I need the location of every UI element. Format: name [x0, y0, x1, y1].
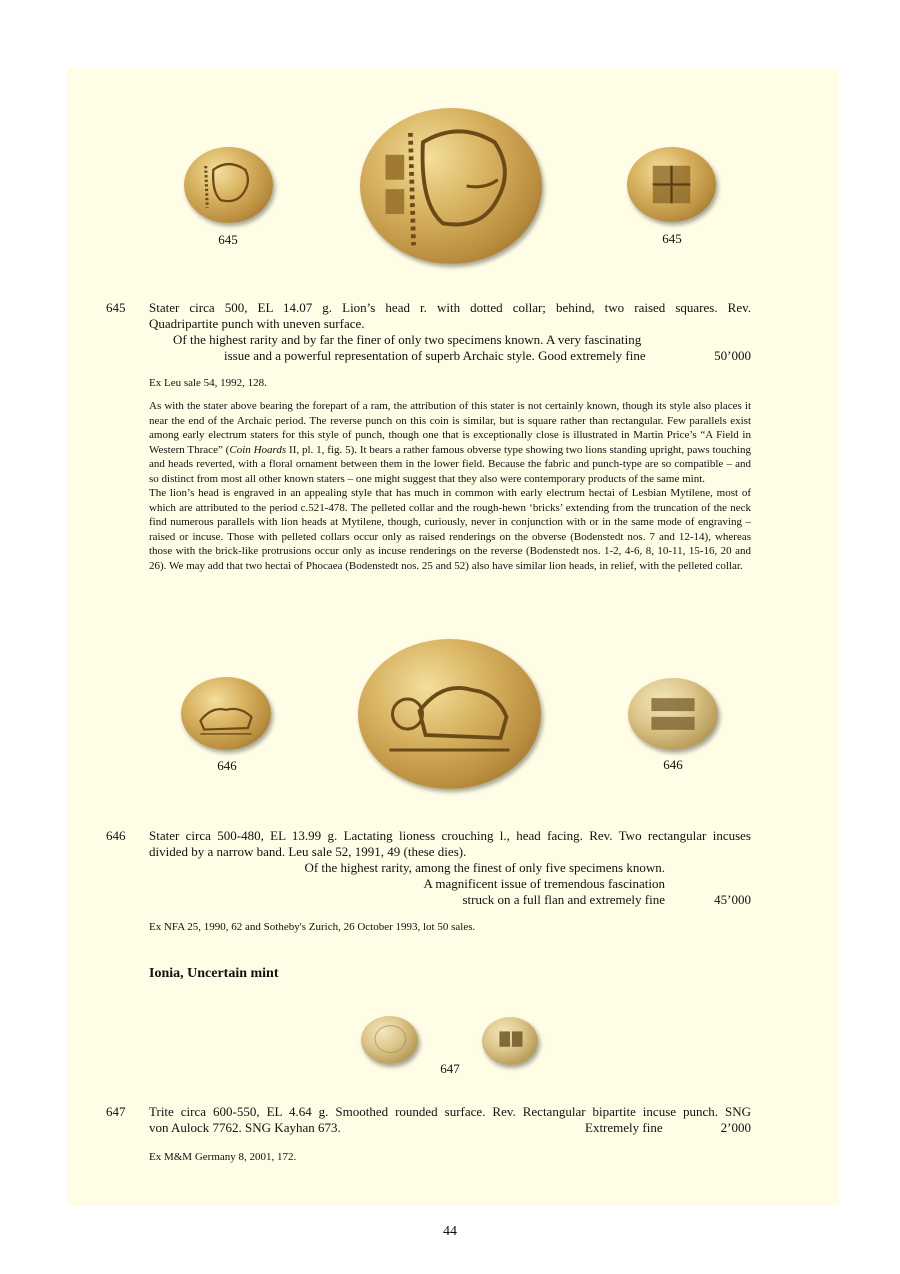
coin-645-reverse-image — [627, 147, 716, 222]
coin-645-caption-left: 645 — [218, 232, 238, 247]
page-number: 44 — [443, 1224, 457, 1239]
lot-645-grade-line: issue and a powerful representation of superb Archaic style. Good extremely fine — [224, 348, 646, 363]
coin-646-caption-right: 646 — [663, 757, 683, 772]
coin-646-reverse-image — [628, 678, 718, 750]
square-punch-icon — [627, 147, 716, 222]
coin-646-caption-left: 646 — [217, 758, 237, 773]
lot-number-646: 646 — [106, 828, 126, 843]
lot-647-description-line1: Trite circa 600-550, EL 4.64 g. Smoothed rounded surface. Rev. Rectangular bipartite incuse punch. SNG — [149, 1104, 751, 1119]
lot-647-provenance: Ex M&M Germany 8, 2001, 172. — [149, 1151, 297, 1163]
lot-645-commentary — [149, 399, 751, 573]
bipartite-incuse-icon — [482, 1017, 538, 1065]
coin-647-obverse-image — [361, 1016, 418, 1064]
lot-646-rarity-line: Of the highest rarity, among the finest of only five specimens known. — [304, 860, 665, 875]
commentary-paragraph-1: As with the stater above bearing the forepart of a ram, the attribution of this stater is not certainly known, though its style also places it near the end of the Archaic period. The reverse punch on this coin is similar, but is square rather than rectangular. Few parallels exist among early electrum staters for this style of punch, though one that is exceptionally close is illustrated in Martin Price’s “A Field in Western Thrace” (Coin Hoards II, pl. 1, fig. 5). It bears a rather famous obverse type showing two lions standing upright, paws touching and heads reverted, with a floral ornament between them in the lower field. Because the fabric and punch-type are so compatible – and so distinct from most all other known staters – one might suggest that they also were contemporary products of the same mint. — [149, 400, 751, 485]
lot-645-rarity-line: Of the highest rarity and by far the finer of only two specimens known. A very fascinating — [173, 332, 642, 347]
lot-645-provenance: Ex Leu sale 54, 1992, 128. — [149, 377, 267, 389]
lot-645-description-line2: Quadripartite punch with uneven surface. — [149, 316, 365, 331]
smooth-surface-icon — [361, 1016, 418, 1064]
lioness-large-icon — [358, 639, 541, 789]
lot-645-description-line1: Stater circa 500, EL 14.07 g. Lion’s head r. with dotted collar; behind, two raised squares. Rev. — [149, 300, 751, 315]
section-heading: Ionia, Uncertain mint — [149, 966, 279, 981]
coin-645-obverse-large-image — [360, 108, 542, 264]
lot-number-645: 645 — [106, 300, 126, 315]
coin-646-obverse-large-image — [358, 639, 541, 789]
lot-646-provenance: Ex NFA 25, 1990, 62 and Sotheby's Zurich, 26 October 1993, lot 50 sales. — [149, 921, 476, 933]
lot-647-grade: Extremely fine — [585, 1120, 663, 1135]
lot-646-description-line2: divided by a narrow band. Leu sale 52, 1991, 49 (these dies). — [149, 844, 467, 859]
double-rectangular-incuse-icon — [628, 678, 718, 750]
lion-head-icon — [184, 147, 273, 223]
commentary-paragraph-2: The lion’s head is engraved in an appealing style that has much in common with early electrum hectai of Lesbian Mytilene, most of which are attributed to the period c.521-478. The pelleted collar and the rough-hewn ‘bricks’ extending from the truncation of the neck find numerous parallels with lion heads at Mytilene, though, curiously, never in conjunction with or in the same mode of engraving – raised or incuse. Those with pelleted collars occur only as raised renderings on the obverse (Bodenstedt nos. 7 and 12-14), whereas those with the brick-like protrusions occur only as incuse renderings on the reverse (Bodenstedt nos. 1-2, 4-6, 8, 10-11, 15-16, 20 and 26). We may add that two hectai of Phocaea (Bodenstedt nos. 25 and 52) also have similar lion heads, in relief, with the pelleted collar. — [149, 487, 751, 572]
lot-647-description-line2: von Aulock 7762. SNG Kayhan 673. — [149, 1120, 341, 1135]
coin-646-obverse-small-image — [181, 677, 271, 750]
lot-646-description-line1: Stater circa 500-480, EL 13.99 g. Lactating lioness crouching l., head facing. Rev. Two rectangular incuses — [149, 828, 751, 843]
lot-646-price: 45’000 — [714, 892, 751, 907]
lot-646-grade-line: struck on a full flan and extremely fine — [462, 892, 665, 907]
coin-647-caption: 647 — [440, 1061, 460, 1076]
lot-number-647: 647 — [106, 1104, 126, 1119]
lot-645-price: 50’000 — [714, 348, 751, 363]
coin-645-caption-right: 645 — [662, 231, 682, 246]
lot-647-price: 2’000 — [720, 1120, 751, 1135]
lot-646-fascination-line: A magnificent issue of tremendous fascination — [423, 876, 665, 891]
coin-647-reverse-image — [482, 1017, 538, 1065]
coin-645-obverse-small-image — [184, 147, 273, 223]
lion-head-large-icon — [360, 108, 542, 264]
lioness-icon — [181, 677, 271, 750]
